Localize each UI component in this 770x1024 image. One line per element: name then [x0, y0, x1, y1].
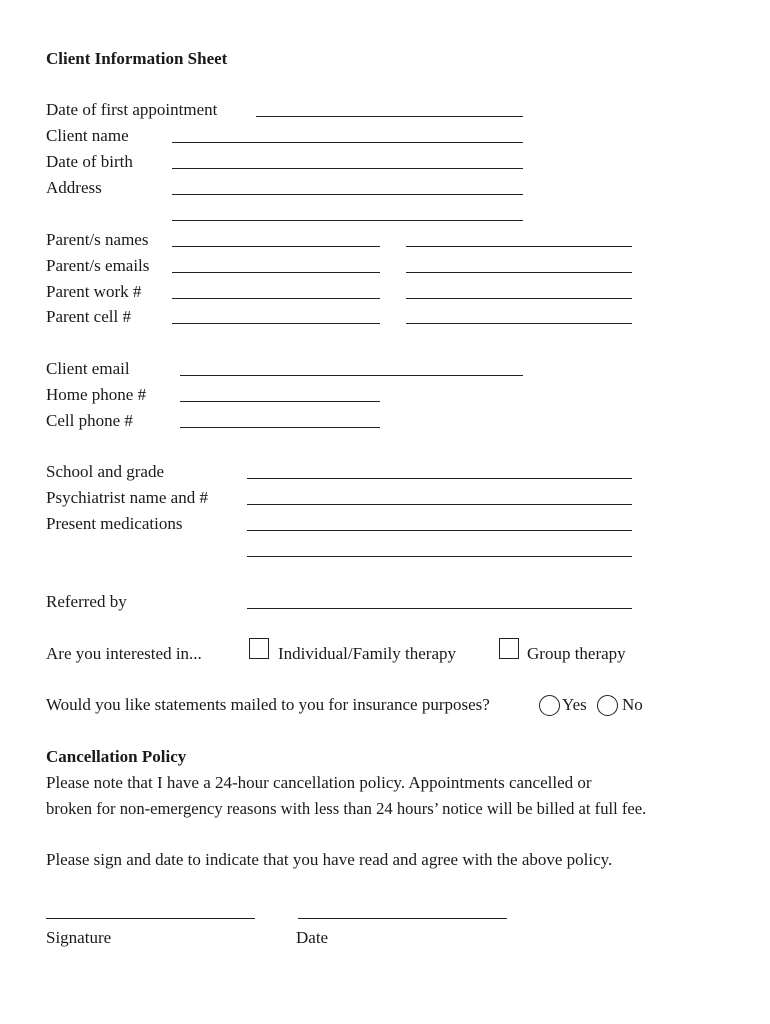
yes-label: Yes: [562, 695, 587, 714]
statements-question: Would you like statements mailed to you for insurance purposes?: [46, 695, 490, 714]
date-of-birth-field[interactable]: [172, 168, 523, 169]
address-field-line1[interactable]: [172, 194, 523, 195]
date-field[interactable]: [298, 918, 507, 919]
client-name-field[interactable]: [172, 142, 523, 143]
label-referred-by: Referred by: [46, 592, 127, 611]
policy-text-line1: Please note that I have a 24-hour cancellation policy. Appointments cancelled or: [46, 773, 592, 792]
group-therapy-label: Group therapy: [527, 644, 626, 663]
parent-work-field-1[interactable]: [172, 298, 380, 299]
yes-radio[interactable]: [539, 695, 560, 716]
parent-cell-field-1[interactable]: [172, 323, 380, 324]
page-title: Client Information Sheet: [46, 49, 228, 68]
parent-emails-field-2[interactable]: [406, 272, 632, 273]
signature-label: Signature: [46, 928, 112, 947]
cancellation-policy-heading: Cancellation Policy: [46, 747, 187, 766]
label-parent-work: Parent work #: [46, 282, 142, 301]
label-date-of-birth: Date of birth: [46, 152, 133, 171]
parent-names-field-1[interactable]: [172, 246, 380, 247]
date-label: Date: [296, 928, 329, 947]
label-first-appointment: Date of first appointment: [46, 100, 218, 119]
first-appointment-field[interactable]: [256, 116, 523, 117]
signature-field[interactable]: [46, 918, 255, 919]
label-client-email: Client email: [46, 359, 130, 378]
parent-cell-field-2[interactable]: [406, 323, 632, 324]
parent-emails-field-1[interactable]: [172, 272, 380, 273]
client-email-field[interactable]: [180, 375, 523, 376]
individual-family-checkbox[interactable]: [249, 638, 269, 659]
label-cell-phone: Cell phone #: [46, 411, 133, 430]
label-address: Address: [46, 178, 102, 197]
label-parent-names: Parent/s names: [46, 230, 149, 249]
label-school-grade: School and grade: [46, 462, 165, 481]
medications-field-line1[interactable]: [247, 530, 632, 531]
group-therapy-checkbox[interactable]: [499, 638, 519, 659]
label-psychiatrist: Psychiatrist name and #: [46, 488, 208, 507]
address-field-line2[interactable]: [172, 220, 523, 221]
label-parent-cell: Parent cell #: [46, 307, 131, 326]
label-home-phone: Home phone #: [46, 385, 147, 404]
home-phone-field[interactable]: [180, 401, 380, 402]
school-grade-field[interactable]: [247, 478, 632, 479]
parent-work-field-2[interactable]: [406, 298, 632, 299]
cell-phone-field[interactable]: [180, 427, 380, 428]
parent-names-field-2[interactable]: [406, 246, 632, 247]
label-parent-emails: Parent/s emails: [46, 256, 150, 275]
referred-by-field[interactable]: [247, 608, 632, 609]
policy-text-line2: broken for non-emergency reasons with less than 24 hours’ notice will be billed at full fee.: [46, 799, 647, 818]
individual-family-label: Individual/Family therapy: [278, 644, 456, 663]
no-radio[interactable]: [597, 695, 618, 716]
medications-field-line2[interactable]: [247, 556, 632, 557]
psychiatrist-field[interactable]: [247, 504, 632, 505]
label-medications: Present medications: [46, 514, 183, 533]
no-label: No: [622, 695, 643, 714]
interest-question: Are you interested in...: [46, 644, 202, 663]
label-client-name: Client name: [46, 126, 129, 145]
sign-instruction: Please sign and date to indicate that you have read and agree with the above policy.: [46, 850, 613, 869]
